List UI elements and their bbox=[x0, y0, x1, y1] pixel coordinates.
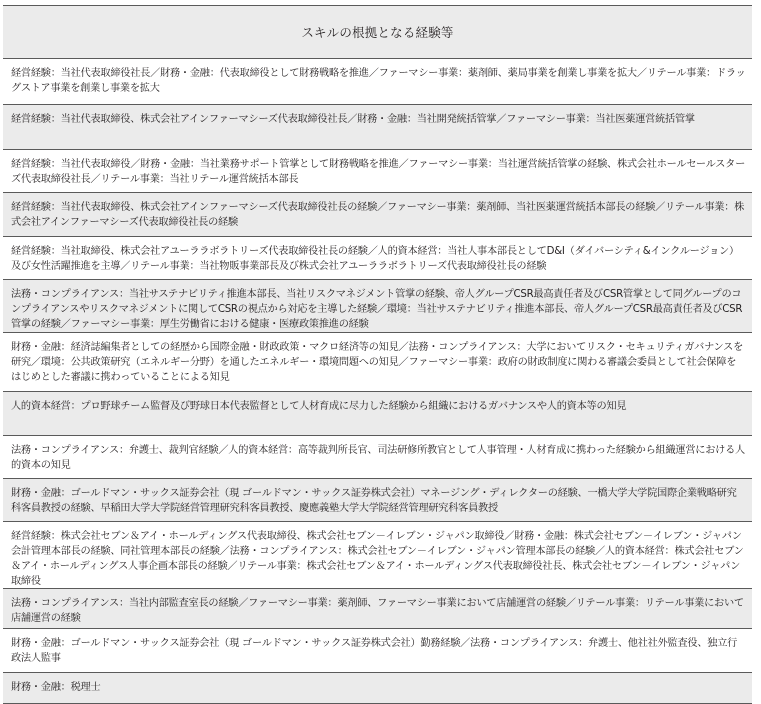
table-row: 経営経験：当社代表取締役／財務・金融：当社業務サポート管掌として財務戦略を推進／ファーマシー事業：当社運営統括管掌の経験、株式会社ホールセールスターズ代表取締役社長／リテール事業：当社リテール運営統括本部長 bbox=[3, 150, 752, 193]
table-row: 財務・金融：ゴールドマン・サックス証券会社（現 ゴールドマン・サックス証券株式会社）マネージング・ディレクターの経験、一橋大学大学院国際企業戦略研究科客員教授の経験、早稲田大学大学院経営管理研究科客員教授、慶應義塾大学大学院経営管理研究科客員教授 bbox=[3, 479, 752, 522]
table-row: 経営経験：当社代表取締役、株式会社アインファーマシーズ代表取締役社長／財務・金融：当社開発統括管掌／ファーマシー事業：当社医薬運営統括管掌 bbox=[3, 105, 752, 150]
table-row: 人的資本経営：プロ野球チーム監督及び野球日本代表監督として人材育成に尽力した経験から組織におけるガバナンスや人的資本等の知見 bbox=[3, 392, 752, 436]
table-row: 法務・コンプライアンス：当社サステナビリティ推進本部長、当社リスクマネジメント管掌の経験、帝人グループCSR最高責任者及びCSR管掌として同グループのコンプライアンスやリスクマネジメントに関してCSRの視点から対応を主導した経験／環境：当社サステナビリティ推進本部長、帝人グループCSR最高責任者及びCSR管掌の経験／ファーマシー事業：厚生労働省における健康・医療政策推進の経験 bbox=[3, 280, 752, 333]
table-row: 法務・コンプライアンス：弁護士、裁判官経験／人的資本経営：高等裁判所長官、司法研修所教官として人事管理・人材育成に携わった経験から組織運営における人的資本の知見 bbox=[3, 436, 752, 479]
table-row: 財務・金融：経済誌編集者としての経歴から国際金融・財政政策・マクロ経済等の知見／法務・コンプライアンス：大学においてリスク・セキュリティガバナンスを研究／環境：公共政策研究（エネルギー分野）を通したエネルギー・環境問題への知見／ファーマシー事業：政府の財政制度に関わる審議会委員として社会保障をはじめとした審議に携わっていることによる知見 bbox=[3, 333, 752, 392]
skills-basis-table bbox=[3, 5, 752, 704]
table-row: 財務・金融：ゴールドマン・サックス証券会社（現 ゴールドマン・サックス証券株式会社）勤務経験／法務・コンプライアンス：弁護士、他社社外監査役、独立行政法人監事 bbox=[3, 629, 752, 673]
table-header bbox=[3, 6, 752, 59]
table-row: 経営経験：当社代表取締役社長／財務・金融：代表取締役として財務戦略を推進／ファーマシー事業：薬剤師、薬局事業を創業し事業を拡大／リテール事業：ドラッグストア事業を創業し事業を拡大 bbox=[3, 59, 752, 105]
header-title: スキルの根拠となる経験等 bbox=[301, 25, 454, 40]
table-row: 経営経験：株式会社セブン＆アイ・ホールディングス代表取締役、株式会社セブン－イレブン・ジャパン取締役／財務・金融：株式会社セブン－イレブン・ジャパン会計管理本部長の経験、同社管理本部長の経験／法務・コンプライアンス：株式会社セブン－イレブン・ジャパン管理本部長の経験／人的資本経営：株式会社セブン＆アイ・ホールディングス人事企画本部長の経験／リテール事業：株式会社セブン＆アイ・ホールディングス代表取締役社長、株式会社セブン－イレブン・ジャパン取締役 bbox=[3, 522, 752, 589]
table-row: 経営経験：当社取締役、株式会社アユーララボラトリーズ代表取締役社長の経験／人的資本経営：当社人事本部長としてD&I（ダイバーシティ&インクルージョン）及び女性活躍推進を主導／リテール事業：当社物販事業部長及び株式会社アユーララボラトリーズ代表取締役社長の経験 bbox=[3, 237, 752, 280]
table-row: 経営経験：当社代表取締役、株式会社アインファーマシーズ代表取締役社長の経験／ファーマシー事業：薬剤師、当社医薬運営統括本部長の経験／リテール事業：株式会社アインファーマシーズ代表取締役社長の経験 bbox=[3, 193, 752, 237]
table-row: 法務・コンプライアンス：当社内部監査室長の経験／ファーマシー事業：薬剤師、ファーマシー事業において店舗運営の経験／リテール事業：リテール事業において店舗運営の経験 bbox=[3, 589, 752, 629]
table-row: 財務・金融：税理士 bbox=[3, 673, 752, 704]
